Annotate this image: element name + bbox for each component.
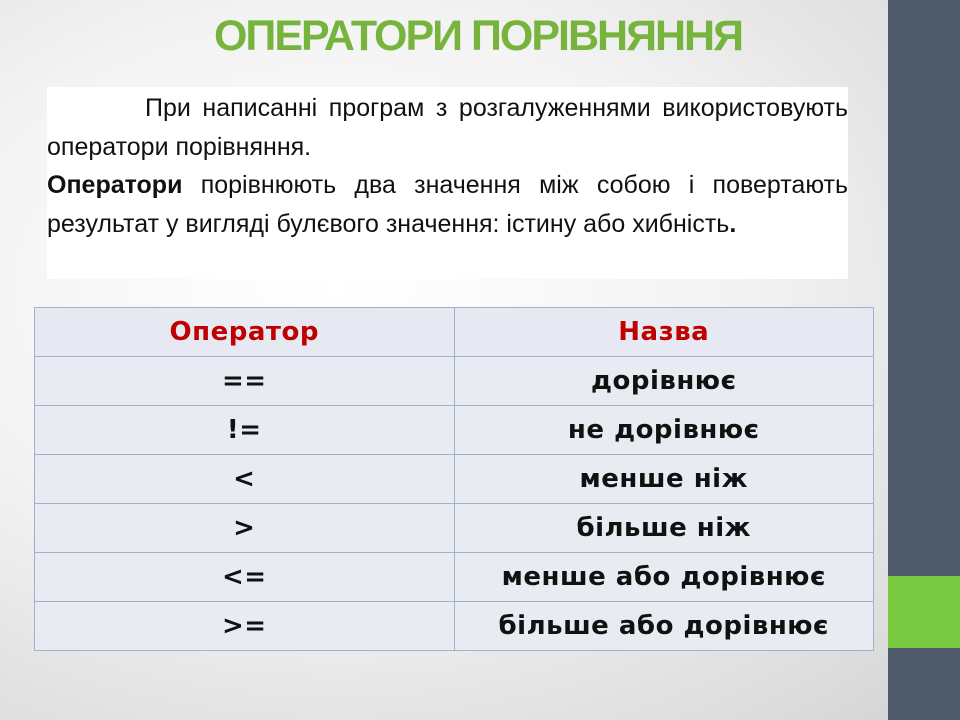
operator-name-cell: більше або дорівнює bbox=[454, 602, 874, 651]
operator-name-cell: менше ніж bbox=[454, 455, 874, 504]
table-row bbox=[35, 504, 874, 553]
operator-name-cell: не дорівнює bbox=[454, 406, 874, 455]
intro-paragraph-2 bbox=[47, 166, 848, 243]
operator-name-cell: більше ніж bbox=[454, 504, 874, 553]
table-row bbox=[35, 406, 874, 455]
side-accent-block bbox=[888, 576, 960, 648]
intro-text-box bbox=[47, 87, 848, 279]
operator-cell: <= bbox=[35, 553, 455, 602]
table-header-row bbox=[35, 308, 874, 357]
table-row bbox=[35, 455, 874, 504]
intro-bold-term: Оператори bbox=[47, 171, 183, 199]
operator-name-cell: менше або дорівнює bbox=[454, 553, 874, 602]
intro-paragraph-2-text: порівнюють два значення між собою і повертають результат у вигляді булєвого значення: істину або хибність bbox=[47, 171, 848, 238]
table-row bbox=[35, 602, 874, 651]
operators-table bbox=[34, 307, 874, 651]
header-name: Назва bbox=[454, 308, 874, 357]
table-row bbox=[35, 357, 874, 406]
operator-cell: < bbox=[35, 455, 455, 504]
operator-cell: > bbox=[35, 504, 455, 553]
intro-paragraph-1: При написанні програм з розгалуженнями використовують оператори порівняння. bbox=[47, 94, 848, 161]
operator-name-cell: дорівнює bbox=[454, 357, 874, 406]
intro-paragraph-2-end: . bbox=[729, 209, 737, 238]
header-operator: Оператор bbox=[35, 308, 455, 357]
table-row bbox=[35, 553, 874, 602]
slide-title: ОПЕРАТОРИ ПОРІВНЯННЯ bbox=[213, 12, 743, 60]
operator-cell: != bbox=[35, 406, 455, 455]
operator-cell: == bbox=[35, 357, 455, 406]
operator-cell: >= bbox=[35, 602, 455, 651]
